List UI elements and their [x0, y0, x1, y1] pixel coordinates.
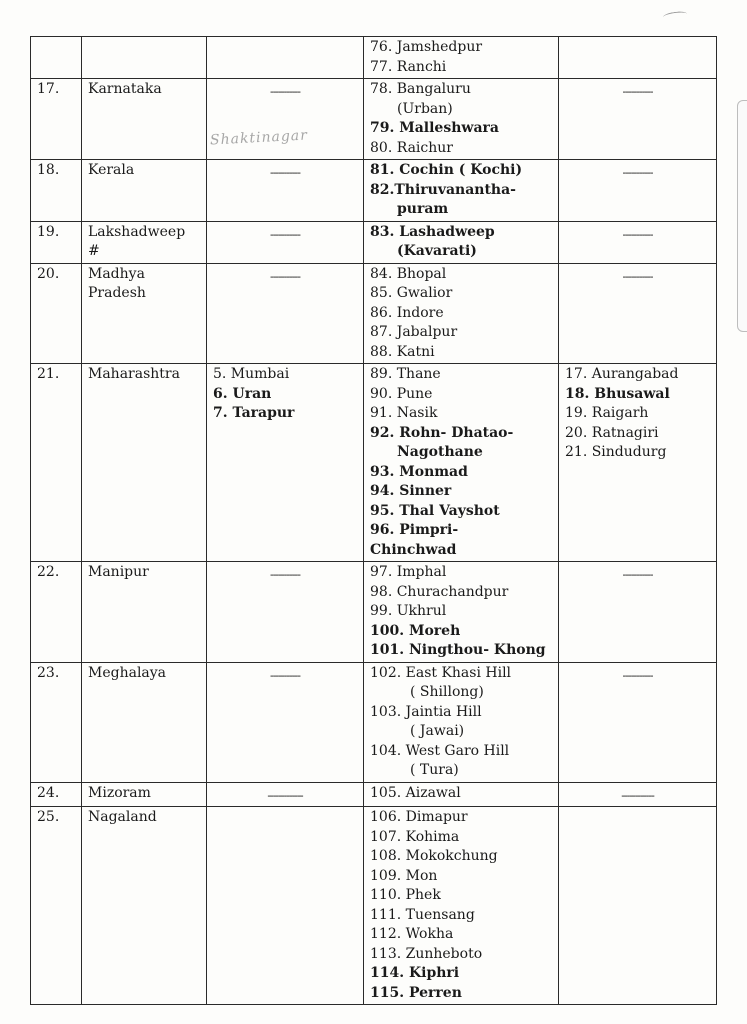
state-cell	[82, 37, 207, 79]
state-name: Madhya	[88, 265, 145, 282]
serial-number-cell	[31, 662, 82, 782]
district-entry: 96. Pimpri-	[370, 522, 459, 538]
column-5-entry: 19. Raigarh	[565, 405, 649, 421]
district-entry: 102. East Khasi Hill	[370, 664, 512, 681]
table-row	[31, 562, 717, 663]
serial-number: 22.	[37, 564, 60, 580]
serial-number: 20.	[37, 265, 60, 282]
column-5-cell	[559, 221, 717, 263]
district-cell	[364, 807, 559, 1005]
state-name: Karnataka	[88, 81, 162, 97]
column-3-entry: 5. Mumbai	[213, 366, 290, 382]
state-cell	[82, 79, 207, 160]
serial-number: 21.	[37, 366, 60, 382]
state-cell	[82, 662, 207, 782]
column-3-cell	[207, 263, 364, 364]
district-entry: 94. Sinner	[370, 483, 452, 499]
district-entry: 100. Moreh	[370, 622, 461, 639]
column-3-cell	[207, 79, 364, 160]
district-entry: 104. West Garo Hill	[370, 742, 510, 759]
district-cell	[364, 221, 559, 263]
district-entry: ( Jawai)	[410, 723, 465, 739]
table-row	[31, 79, 717, 160]
state-cell	[82, 562, 207, 663]
district-entry: 81. Cochin ( Kochi)	[370, 162, 523, 178]
district-entry: ( Tura)	[410, 762, 459, 778]
district-entry: 89. Thane	[370, 366, 441, 382]
empty-dash: -----------	[622, 166, 653, 179]
column-5-cell	[559, 364, 717, 562]
serial-number: 25.	[37, 809, 60, 825]
state-name: Nagaland	[88, 809, 157, 825]
state-cell	[82, 782, 207, 807]
column-5-entry: 20. Ratnagiri	[565, 424, 659, 441]
district-entry: 84. Bhopal	[370, 265, 447, 282]
empty-dash: -----------	[270, 668, 300, 682]
state-cell	[82, 160, 207, 222]
state-cell	[82, 364, 207, 562]
district-entry: 78. Bangaluru	[370, 81, 471, 97]
serial-number: 24.	[37, 784, 60, 801]
district-entry: 93. Monmad	[370, 463, 468, 480]
district-entry: 115. Perren	[370, 984, 462, 1001]
empty-dash: -----------	[270, 85, 300, 98]
column-3-cell	[207, 160, 364, 222]
column-3-entry: 6. Uran	[213, 385, 272, 402]
state-cell	[82, 263, 207, 364]
district-entry: puram	[397, 201, 449, 217]
district-entry: 85. Gwalior	[370, 285, 453, 301]
district-entry: 87. Jabalpur	[370, 324, 458, 340]
district-entry: 90. Pune	[370, 385, 433, 402]
district-entry: 79. Malleshwara	[370, 120, 499, 136]
district-entry: 107. Kohima	[370, 828, 460, 845]
district-cell	[364, 79, 559, 160]
serial-number-cell	[31, 263, 82, 364]
state-name: Meghalaya	[88, 664, 167, 681]
column-5-entry: 17. Aurangabad	[565, 366, 679, 382]
state-name: Manipur	[88, 564, 149, 580]
column-3-cell	[207, 364, 364, 562]
state-cell	[82, 807, 207, 1005]
column-5-cell	[559, 160, 717, 222]
districts-table	[30, 36, 717, 1005]
serial-number: 18.	[37, 162, 60, 178]
district-cell	[364, 562, 559, 663]
empty-dash: -----------	[270, 166, 300, 179]
districts-table-body	[31, 37, 717, 1005]
district-entry: 105. Aizawal	[370, 784, 461, 801]
column-3-cell	[207, 37, 364, 79]
empty-dash: -----------	[622, 85, 653, 98]
district-entry: Chinchwad	[370, 541, 457, 558]
serial-number-cell	[31, 562, 82, 663]
empty-dash: -----------	[622, 227, 653, 241]
column-5-entry: 18. Bhusawal	[565, 385, 670, 402]
column-5-cell	[559, 263, 717, 364]
serial-number-cell	[31, 807, 82, 1005]
district-cell	[364, 364, 559, 562]
serial-number-cell	[31, 160, 82, 222]
district-entry: 112. Wokha	[370, 926, 454, 942]
district-entry: 111. Tuensang	[370, 906, 475, 923]
state-name: Kerala	[88, 162, 135, 178]
serial-number: 23.	[37, 664, 60, 681]
table-row	[31, 221, 717, 263]
serial-number-cell	[31, 782, 82, 807]
district-cell	[364, 160, 559, 222]
column-5-entry: 21. Sindudurg	[565, 444, 667, 460]
serial-number: 19.	[37, 223, 60, 240]
table-row	[31, 160, 717, 222]
column-3-cell	[207, 221, 364, 263]
district-entry: 99. Ukhrul	[370, 603, 447, 619]
serial-number-cell	[31, 37, 82, 79]
district-entry: 88. Katni	[370, 343, 435, 360]
table-row	[31, 807, 717, 1005]
district-entry: 86. Indore	[370, 304, 444, 321]
district-entry: 97. Imphal	[370, 564, 447, 580]
district-entry: 113. Zunheboto	[370, 945, 483, 962]
district-entry: 108. Mokokchung	[370, 848, 498, 864]
table-row	[31, 662, 717, 782]
column-3-cell	[207, 782, 364, 807]
district-entry: 98. Churachandpur	[370, 583, 509, 600]
state-cell	[82, 221, 207, 263]
serial-number-cell	[31, 79, 82, 160]
serial-number: 17.	[37, 81, 60, 97]
district-entry: 91. Nasik	[370, 405, 438, 421]
column-5-cell	[559, 79, 717, 160]
serial-number-cell	[31, 364, 82, 562]
district-entry: 106. Dimapur	[370, 809, 468, 825]
district-entry: 114. Kiphri	[370, 965, 460, 981]
district-cell	[364, 37, 559, 79]
empty-dash: -----------	[622, 269, 653, 283]
page-scroll-edge[interactable]	[737, 100, 747, 332]
district-cell	[364, 263, 559, 364]
district-entry: 76. Jamshedpur	[370, 39, 483, 55]
state-name: Maharashtra	[88, 366, 180, 382]
column-5-cell	[559, 562, 717, 663]
table-row	[31, 782, 717, 807]
district-entry: 92. Rohn- Dhatao-	[370, 424, 514, 441]
column-5-cell	[559, 662, 717, 782]
district-entry: ( Shillong)	[410, 684, 484, 700]
serial-number-cell	[31, 221, 82, 263]
empty-dash: -----------	[622, 568, 653, 581]
column-3-entry: 7. Tarapur	[213, 405, 295, 421]
column-5-cell	[559, 782, 717, 807]
column-3-cell	[207, 562, 364, 663]
state-name: Lakshadweep	[88, 223, 186, 240]
district-cell	[364, 782, 559, 807]
empty-dash: -----------	[270, 227, 300, 241]
district-entry: 83. Lashadweep	[370, 223, 495, 240]
district-entry: 95. Thal Vayshot	[370, 502, 500, 519]
district-entry: Nagothane	[397, 444, 483, 460]
state-name: #	[88, 243, 100, 259]
district-entry: 110. Phek	[370, 887, 441, 903]
column-3-cell	[207, 662, 364, 782]
state-name: Pradesh	[88, 285, 146, 301]
empty-dash: ------------	[621, 788, 654, 802]
empty-dash: -------------	[267, 788, 303, 802]
pen-scribble-mark	[663, 10, 688, 20]
district-entry: (Urban)	[397, 100, 453, 117]
empty-dash: -----------	[270, 568, 300, 581]
empty-dash: -----------	[622, 668, 653, 682]
district-entry: 77. Ranchi	[370, 58, 447, 75]
district-cell	[364, 662, 559, 782]
district-entry: 80. Raichur	[370, 139, 453, 156]
table-row	[31, 37, 717, 79]
empty-dash: -----------	[270, 269, 300, 283]
handwritten-note: Shaktinagar	[209, 127, 309, 149]
table-row	[31, 263, 717, 364]
state-name: Mizoram	[88, 784, 151, 801]
column-5-cell	[559, 37, 717, 79]
column-5-cell	[559, 807, 717, 1005]
district-entry: 101. Ningthou- Khong	[370, 642, 546, 658]
district-entry: 109. Mon	[370, 867, 438, 884]
district-entry: 103. Jaintia Hill	[370, 703, 482, 720]
table-row	[31, 364, 717, 562]
district-entry: 82.Thiruvanantha-	[370, 181, 516, 198]
column-3-cell	[207, 807, 364, 1005]
district-entry: (Kavarati)	[397, 243, 477, 259]
